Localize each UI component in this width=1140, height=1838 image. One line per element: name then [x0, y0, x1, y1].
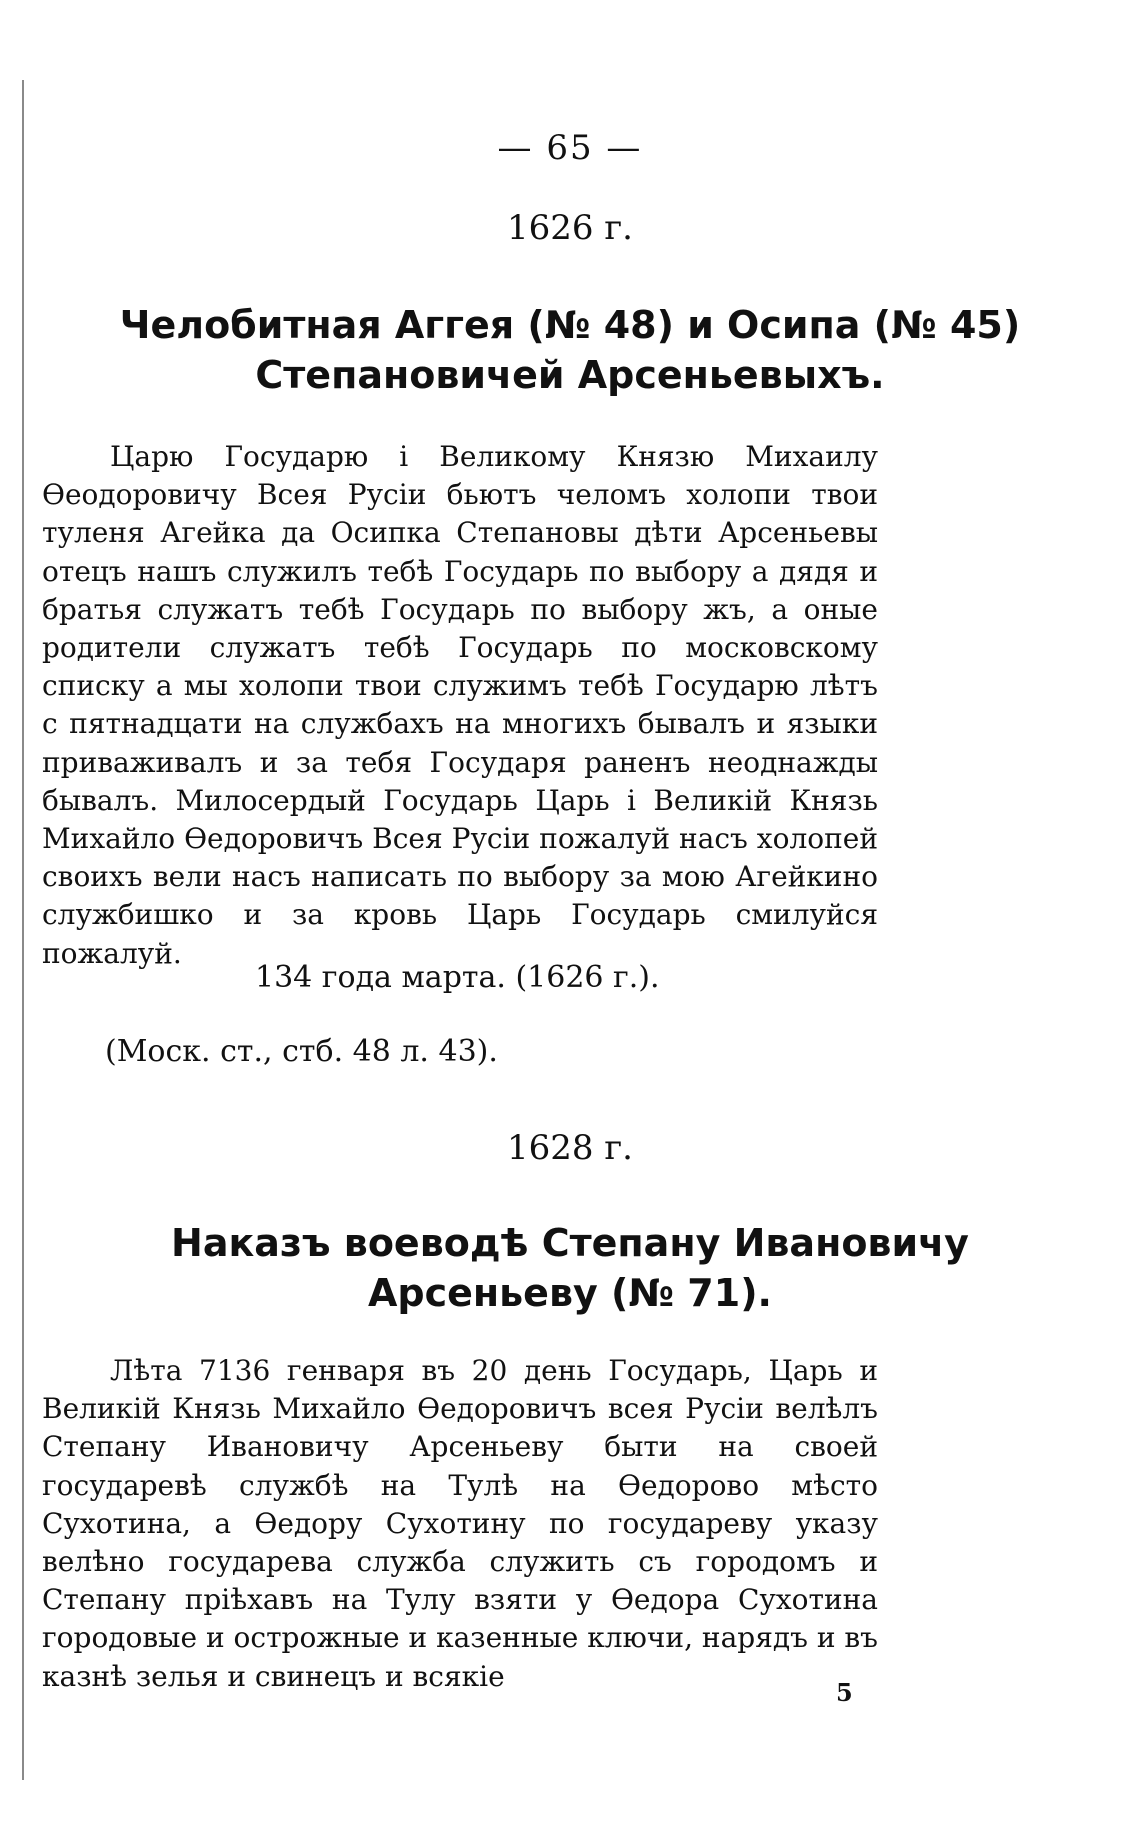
- section-title-line: Степановичей Арсеньевыхъ.: [255, 353, 885, 397]
- signature-mark: 5: [836, 1678, 853, 1707]
- document-date: 134 года марта. (1626 г.).: [255, 960, 660, 995]
- section-year: 1628 г.: [507, 1128, 633, 1168]
- archive-source: (Моск. ст., стб. 48 л. 43).: [105, 1034, 498, 1069]
- section-title-line: Арсеньеву (№ 71).: [367, 1271, 772, 1315]
- section-body: [42, 438, 878, 973]
- page-edge-rule: [22, 80, 24, 1780]
- section-title: [40, 1218, 1100, 1318]
- section-body: [42, 1352, 878, 1696]
- body-paragraph: Лѣта 7136 генваря въ 20 день Государь, Царь и Великій Князь Михайло Ѳедоровичъ всея Русіи велѣлъ Степану Ивановичу Арсеньеву быти на своей государевѣ службѣ на Тулѣ на Ѳедорово мѣсто Сухотина, а Ѳедору Сухотину по государеву указу велѣно государева служба служить съ городомъ и Степану пріѣхавъ на Тулу взяти у Ѳедора Сухотина городовые и острожные и казенные ключи, нарядъ и въ казнѣ зелья и свинецъ и всякіе: [42, 1354, 878, 1693]
- section-title: [40, 300, 1100, 400]
- section-year: 1626 г.: [507, 208, 633, 248]
- section-title-line: Наказъ воеводѣ Степану Ивановичу: [171, 1221, 969, 1265]
- body-paragraph: Царю Государю і Великому Князю Михаилу Ѳеодоровичу Всея Русіи бьютъ челомъ холопи твои туленя Агейка да Осипка Степановы дѣти Арсеньевы отецъ нашъ служилъ тебѣ Государь по выбору а дядя и братья служатъ тебѣ Государь по выбору жъ, а оные родители служатъ тебѣ Государь по московскому списку а мы холопи твои служимъ тебѣ Государю лѣтъ с пятнадцати на службахъ на многихъ бывалъ и языки приваживалъ и за тебя Государя раненъ неоднажды бывалъ. Милосердый Государь Царь і Великій Князь Михайло Ѳедоровичъ Всея Русіи пожалуй насъ холопей своихъ вели насъ написать по выбору за мою Агейкино службишко и за кровь Царь Государь смилуйся пожалуй.: [42, 440, 878, 970]
- section-title-line: Челобитная Аггея (№ 48) и Осипа (№ 45): [119, 303, 1021, 347]
- page-number: — 65 —: [497, 128, 643, 168]
